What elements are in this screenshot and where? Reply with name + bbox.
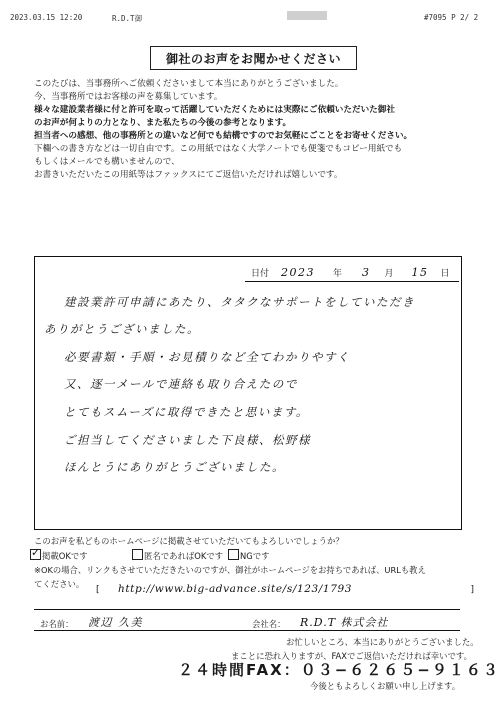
divider xyxy=(34,630,460,631)
divider xyxy=(34,609,460,610)
intro-text xyxy=(34,78,474,182)
date-row xyxy=(245,266,459,282)
year-label: 年 xyxy=(333,269,343,279)
thanks-text: お忙しいところ、本当にありがとうございました。 xyxy=(286,637,479,647)
link-note: ※OKの場合、リンクもさせていただきたいのですが、御社がホームページをお持ちであれば、URLも教え xyxy=(34,565,426,575)
handwritten-line: とてもスムーズに取得できたと思います。 xyxy=(64,405,309,419)
intro-line: このたびは、当事務所へご依頼くださいまして本当にありがとうございました。 xyxy=(34,79,344,89)
handwritten-line: ありがとうございました。 xyxy=(44,322,200,336)
fax-datetime: 2023.03.15 12:20 xyxy=(10,13,83,22)
year-value[interactable]: 2023 xyxy=(281,266,316,279)
url-field[interactable] xyxy=(96,585,476,599)
checkbox-checked-icon[interactable] xyxy=(30,549,41,560)
fax-request-text: まことに恐れ入りますが、FAXでご返信いただければ幸いです。 xyxy=(231,651,472,661)
url-bracket-close: ] xyxy=(470,585,474,595)
company-value[interactable]: R.D.T 株式会社 xyxy=(300,616,389,629)
name-label: お名前： xyxy=(40,619,74,629)
closing-text: 今後ともよろしくお願い申し上げます。 xyxy=(310,681,461,691)
handwritten-line: ご担当してくださいました下良様、松野様 xyxy=(64,433,311,447)
fax-sender: R.D.T御 xyxy=(112,14,143,23)
intro-line: のお声が何よりの力となり、また私たちの今後の参考となります。 xyxy=(34,118,292,128)
intro-line: 様々な建設業者様に付と許可を取って活躍していただくためには実際にご依頼いただいた御社 xyxy=(34,105,395,115)
checkbox-icon[interactable] xyxy=(228,549,239,560)
company-label: 会社名： xyxy=(252,619,286,629)
intro-line: もしくはメールでも構いませんので、 xyxy=(34,157,180,167)
option-publish-ok[interactable]: ✓掲載OKです xyxy=(30,549,88,562)
day-value[interactable]: 15 xyxy=(411,266,429,279)
day-label: 日 xyxy=(440,269,450,279)
month-label: 月 xyxy=(384,269,394,279)
date-label: 日付 xyxy=(251,269,270,279)
fax-page-info: #7095 P 2/ 2 xyxy=(424,13,479,22)
page-title: 御社のお声をお聞かせください xyxy=(150,46,357,70)
intro-line: 担当者への感想、他の事務所との違いなど何でも結構ですのでお気軽にごことをお寄せください。 xyxy=(34,131,413,141)
publish-question: このお声を私どものホームページに掲載させていただいてもよろしいでしょうか？ xyxy=(34,536,344,546)
handwritten-line: 必要書類・手順・お見積りなど全てわかりやすく xyxy=(64,350,350,364)
intro-line: お書きいただいたこの用紙等はファックスにてご返信いただければ嬉しいです。 xyxy=(34,170,343,180)
redacted-block xyxy=(287,11,327,20)
checkbox-icon[interactable] xyxy=(132,549,143,560)
handwritten-line: 建設業許可申請にあたり、タタクなサポートをしていただき xyxy=(64,295,415,309)
option-anonymous-ok[interactable]: 匿名であればOKです xyxy=(132,549,223,562)
link-note-cont: てください。 xyxy=(34,579,85,589)
option-ng[interactable]: NGです xyxy=(228,549,270,562)
intro-line: 下欄への書き方などは一切自由です。この用紙ではなく大学ノートでも便箋でもコピー用紙でも xyxy=(34,144,403,154)
name-value[interactable]: 渡辺 久美 xyxy=(88,616,143,629)
month-value[interactable]: 3 xyxy=(362,266,371,279)
handwritten-line: ほんとうにありがとうございました。 xyxy=(64,460,285,474)
fax-number: ２４時間FAX：０３−６２６５−９１６３ xyxy=(178,661,500,679)
url-bracket-open: [ xyxy=(96,585,100,595)
intro-line: 今、当事務所ではお客様の声を募集しています。 xyxy=(34,92,223,102)
url-value: http://www.big-advance.site/s/123/1793 xyxy=(118,583,353,595)
handwritten-line: 又、逐一メールで連絡も取り合えたので xyxy=(64,377,298,391)
